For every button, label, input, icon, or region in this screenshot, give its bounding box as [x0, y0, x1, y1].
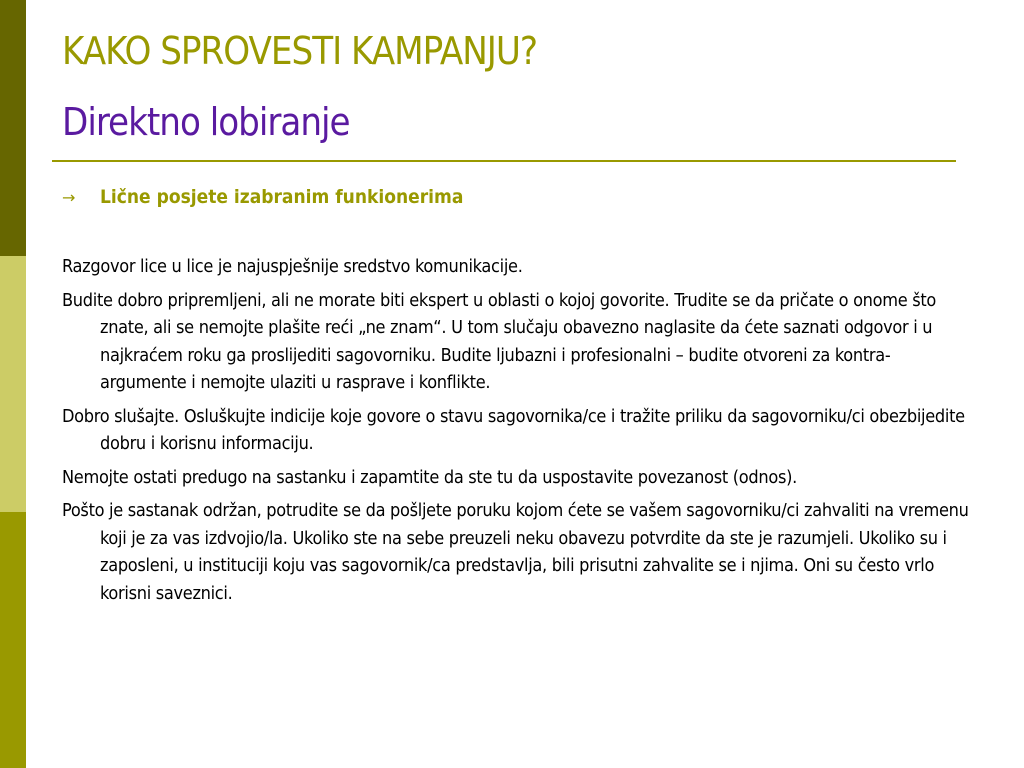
body-text: [62, 253, 972, 613]
sidebar-segment-middle: [0, 256, 26, 512]
paragraph: Dobro slušajte. Osluškujte indicije koje govore o stavu sagovornika/ce i tražite priliku da sagovorniku/ci obezbijedite dobru i korisnu informaciju.: [62, 405, 965, 454]
bullet-item: [62, 183, 463, 211]
paragraph: Pošto je sastanak održan, potrudite se da pošljete poruku kojom ćete se vašem sagovorniku/ci zahvaliti na vremenu koji je za vas izdvojio/la. Ukoliko ste na sebe preuzeli neku obavezu potvrdite da ste je razumjeli. Ukoliko su i zaposleni, u instituciji koju vas sagovornik/ca predstavlja, bili prisutni zahvalite se i njima. Oni su često vrlo korisni saveznici.: [62, 500, 969, 604]
paragraph: Budite dobro pripremljeni, ali ne morate biti ekspert u oblasti o kojoj govorite. Trudite se da pričate o onome što znate, ali se nemojte plašite reći „ne znam“. U tom slučaju obavezno naglasite da ćete saznati odgovor i u najkraćem roku ga proslijediti sagovorniku. Budite ljubazni i profesionalni – budite otvoreni za kontra-argumente i nemojte ulaziti u rasprave i konflikte.: [62, 289, 937, 393]
sidebar-decoration: [0, 0, 26, 768]
arrow-right-icon: →: [62, 187, 76, 207]
slide-title: KAKO SPROVESTI KAMPANJU?: [62, 29, 538, 73]
sidebar-segment-top: [0, 0, 26, 256]
title-divider: [52, 160, 956, 162]
sidebar-segment-bottom: [0, 512, 26, 768]
paragraph: Razgovor lice u lice je najuspješnije sredstvo komunikacije.: [62, 256, 523, 277]
bullet-text: Lične posjete izabranim funkionerima: [100, 186, 464, 208]
slide-subtitle: Direktno lobiranje: [62, 100, 350, 144]
paragraph: Nemojte ostati predugo na sastanku i zapamtite da ste tu da uspostavite povezanost (odnos).: [62, 466, 797, 488]
